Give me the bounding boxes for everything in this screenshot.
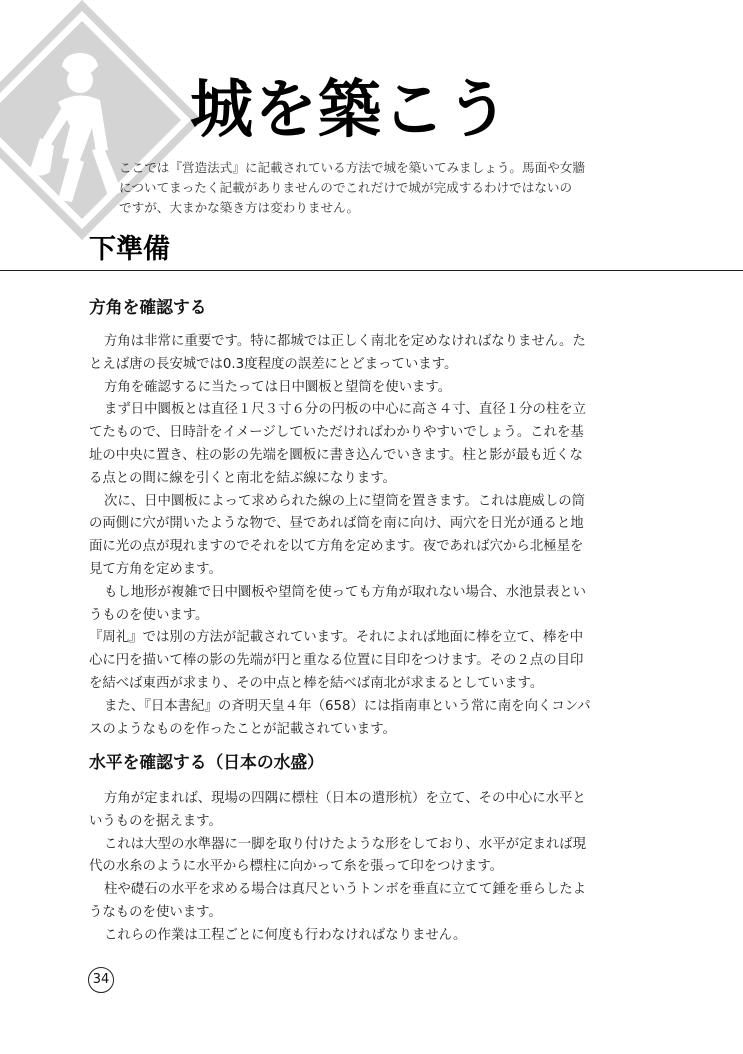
body-text-line: 柱や礎石の水平を求める場合は真尺というトンボを垂直に立てて錘を垂らしたよ: [104, 882, 587, 898]
body-text-line: 方角が定まれば、現場の四隅に標柱（日本の遣形杭）を立て、その中心に水平と: [104, 791, 586, 806]
body-text-line: いうものを据えます。: [89, 813, 222, 829]
intro-line: ここでは『営造法式』に記載されている方法で城を築いてみましょう。馬面や女牆: [119, 160, 585, 175]
body-text-line: これらの作業は工程ごとに何度も行わなければなりません。: [104, 927, 467, 943]
body-text-line: の両側に穴が開いたような物で、昼であれば筒を南に向け、両穴を日光が通ると地: [89, 516, 584, 532]
body-text-line: うものを使います。: [89, 607, 209, 623]
page-title: 城を築こう: [190, 73, 510, 146]
body-text-line: スのようなものを作ったことが記載されています。: [89, 721, 396, 737]
body-text-line: もし地形が複雑で日中圜板や望筒を使っても方角が取れない場合、水池景表とい: [104, 584, 587, 600]
body-text-line: とえば唐の長安城では0.3度程度の誤差にとどまっています。: [89, 356, 458, 372]
body-text-line: 址の中央に置き、柱の影の先端を圜板に書き込んでいきます。柱と影が最も近くな: [89, 447, 583, 463]
body-text-line: 『周礼』では別の方法が記載されています。それによれば地面に棒を立て、棒を中: [89, 630, 584, 646]
intro-line: についてまったく記載がありませんのでこれだけで城が完成するわけではないの: [119, 180, 573, 195]
chapter-heading: 下準備: [89, 234, 170, 265]
section-direction: [0, 295, 743, 741]
body-text-line: これは大型の水準器に一脚を取り付けたような形をしており、水平が定まれば現: [104, 836, 587, 852]
page-number: 34: [88, 967, 114, 993]
body-text-line: る点との間に線を引くと南北を結ぶ線になります。: [89, 470, 396, 486]
body-text-line: 心に円を描いて棒の影の先端が円と重なる位置に目印をつけます。その２点の目印: [89, 653, 584, 669]
intro-line: ですが、大まかな築き方は変わりません。: [119, 200, 360, 215]
body-text-line: を結べば東西が求まり、その中点と棒を結べば南北が求まるとしています。: [89, 675, 544, 691]
body-text-line: また、『日本書紀』の斉明天皇４年（658）には指南車という常に南を向くコンパ: [104, 698, 591, 714]
body-text-line: 次に、日中圜板によって求められた線の上に望筒を置きます。これは鹿威しの筒: [104, 493, 585, 509]
section-heading: 水平を確認する（日本の水盛）: [89, 752, 324, 772]
body-text-line: 方角は非常に重要です。特に都城では正しく南北を定めなければなりません。た: [104, 334, 586, 349]
section-body: [0, 788, 743, 948]
body-text-line: 代の水糸のように水平から標柱に向かって糸を張って印をつけます。: [89, 859, 504, 875]
section-level: [0, 750, 743, 948]
intro-text: [119, 158, 639, 218]
body-text-line: 面に光の点が現れますのでそれを以て方角を定めます。夜であれば穴から北極星を: [89, 539, 584, 555]
body-text-line: うなものを使います。: [89, 904, 222, 920]
body-text-line: 方角を確認するに当たっては日中圜板と望筒を使います。: [104, 379, 452, 395]
chapter-divider: [0, 270, 743, 271]
body-text-line: まず日中圜板とは直径１尺３寸６分の円板の中心に高さ４寸、直径１分の柱を立: [104, 402, 587, 418]
body-text-line: てたもので、日時計をイメージしていただければわかりやすいでしょう。これを基: [89, 425, 584, 441]
section-body: [0, 331, 743, 741]
body-text-line: 見て方角を定めます。: [89, 561, 222, 577]
section-heading: 方角を確認する: [89, 297, 207, 317]
